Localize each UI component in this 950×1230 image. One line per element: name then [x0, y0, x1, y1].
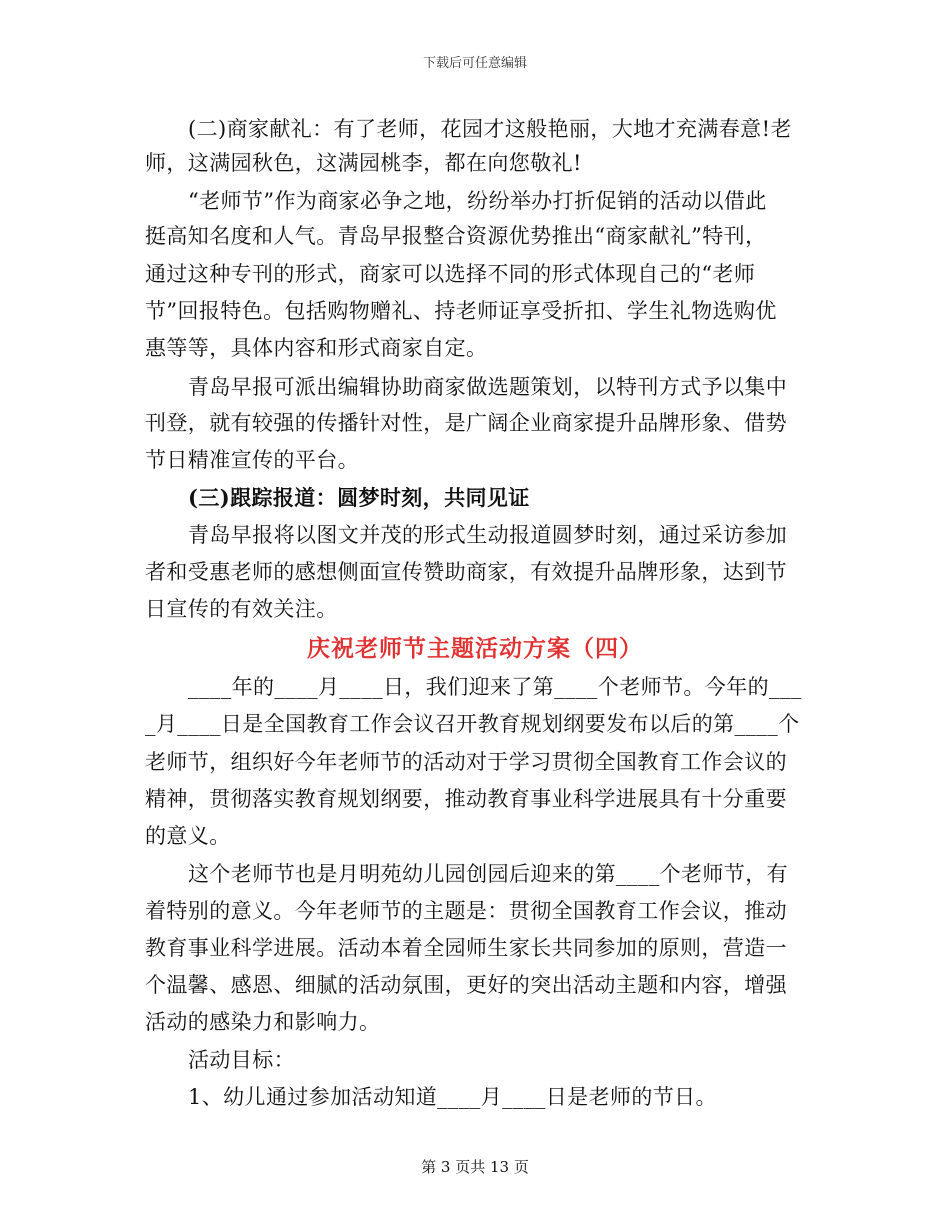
paragraph-line: 活动目标：: [188, 1048, 295, 1072]
plan-title: 庆祝老师节主题活动方案（四）: [307, 635, 643, 662]
paragraph-line: 这个老师节也是月明苑幼儿园创园后迎来的第____个老师节，有: [188, 862, 788, 886]
paragraph-line: 通过这种专刊的形式，商家可以选择不同的形式体现自己的“老师: [145, 262, 756, 286]
paragraph-line: 日宣传的有效关注。: [145, 597, 338, 621]
paragraph-line: 教育事业科学进展。活动本着全园师生家长共同参加的原则，营造一: [145, 936, 787, 960]
paragraph-line: 惠等等，具体内容和形式商家自定。: [145, 336, 488, 360]
section-heading: (三)跟踪报道：圆梦时刻，共同见证: [188, 485, 530, 510]
paragraph-line: 挺高知名度和人气。青岛早报整合资源优势推出“商家献礼”特刊，: [145, 224, 767, 248]
paragraph-line: 活动的感染力和影响力。: [145, 1010, 381, 1034]
paragraph-line: 节日精准宣传的平台。: [145, 448, 359, 472]
paragraph-line: 精神，贯彻落实教育规划纲要，推动教育事业科学进展具有十分重要: [145, 787, 787, 811]
paragraph-line: 青岛早报可派出编辑协助商家做选题策划，以特刊方式予以集中: [188, 375, 788, 399]
paragraph-line: 刊登，就有较强的传播针对性，是广阔企业商家提升品牌形象、借势: [145, 411, 787, 435]
paragraph-line: 青岛早报将以图文并茂的形式生动报道圆梦时刻，通过采访参加: [188, 523, 788, 547]
paragraph-line: 师，这满园秋色，这满园桃李，都在向您敬礼!: [145, 151, 582, 175]
paragraph-line: “老师节”作为商家必争之地，纷纷举办打折促销的活动以借此: [188, 189, 767, 213]
paragraph-line: 的意义。: [145, 824, 231, 848]
list-item: 1、幼儿通过参加活动知道____月____日是老师的节日。: [188, 1085, 717, 1109]
paragraph-line: 者和受惠老师的感想侧面宣传赞助商家，有效提升品牌形象，达到节: [145, 560, 787, 584]
paragraph-line: _月____日是全国教育工作会议召开教育规划纲要发布以后的第____个: [145, 712, 800, 736]
paragraph-line: (二)商家献礼：有了老师，花园才这般艳丽，大地才充满春意!老: [188, 117, 792, 141]
paragraph-line: 个温馨、感恩、细腻的活动氛围，更好的突出活动主题和内容，增强: [145, 973, 787, 997]
paragraph-line: ____年的____月____日，我们迎来了第____个老师节。今年的___: [188, 675, 802, 699]
page-header: 下载后可任意编辑: [422, 56, 527, 71]
page-footer: 第 3 页共 13 页: [421, 1158, 529, 1176]
paragraph-line: 老师节，组织好今年老师节的活动对于学习贯彻全国教育工作会议的: [145, 750, 787, 774]
paragraph-line: 着特别的意义。今年老师节的主题是：贯彻全国教育工作会议，推动: [145, 899, 787, 923]
paragraph-line: 节”回报特色。包括购物赠礼、持老师证享受折扣、学生礼物选购优: [145, 299, 777, 323]
